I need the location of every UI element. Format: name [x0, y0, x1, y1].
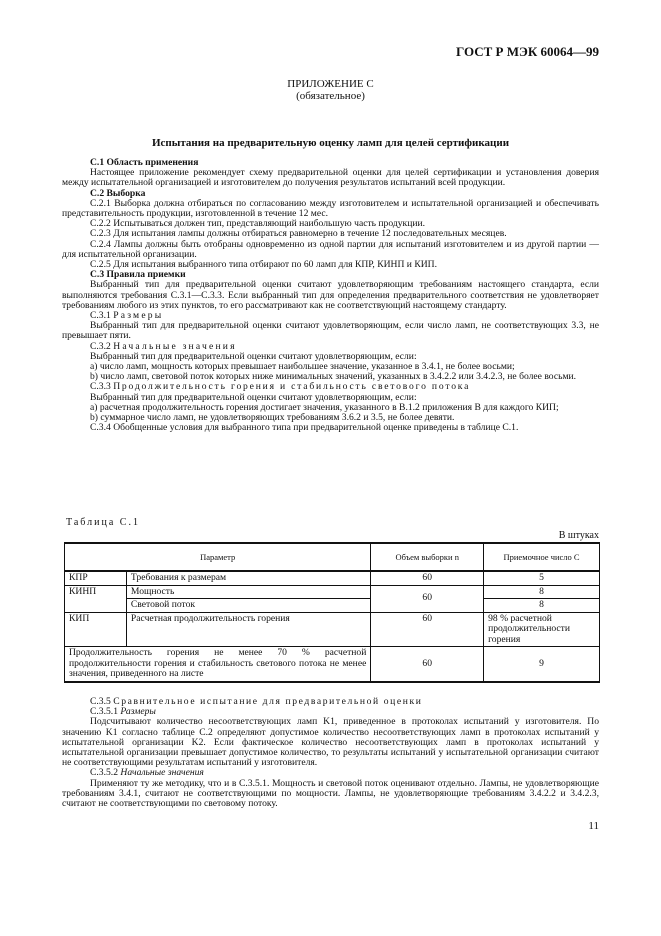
annex-heading [0, 78, 661, 102]
section-c35 [62, 697, 599, 809]
cell-sample: 60 [371, 585, 484, 612]
cell-accept: 98 % расчетной продолжительности горения [484, 612, 600, 647]
col-header-sample: Объем выборки n [371, 543, 484, 571]
c31-text: Выбранный тип для предварительной оценки считают удовлетворяющим, если число ламп, не соответствующих 3.3, не превышает пяти. [62, 320, 599, 342]
table-row [65, 571, 600, 585]
cell-param: Требования к размерам [126, 571, 370, 585]
cell-code: КИП [65, 612, 127, 647]
c31-number: С.3.1 [90, 310, 111, 322]
table-caption: Таблица С.1 [66, 517, 140, 528]
c2-item: С.2.4 Лампы должны быть отобраны одновременно из одной партии для испытаний изготовителем и из другой партии — для испытательной организации. [62, 238, 599, 260]
c351-text: Подсчитывают количество несоответствующих ламп K1, приведенное в протоколах испытаний у изготовителя. По значению K1 согласно таблице С.2 определяют допустимое количество несоответствующих ламп в протоколах испытаний у испытательной организации K2. Если фактическое количество несоответствующих ламп в протоколах испытаний у испытательной организации превышает допустимое количество, то результаты испытаний у испытательной организации считают не соответствующими результатам испытаний у изготовителя. [62, 716, 599, 769]
cell-accept: 8 [484, 585, 600, 599]
cell-code: КИНП [65, 585, 127, 612]
page-number: 11 [588, 820, 599, 832]
c32-item-a: а) число ламп, мощность которых превышает наибольшее значение, указанное в 3.4.1, не более восьми; [90, 361, 515, 373]
cell-param: Расчетная продолжительность горения [126, 612, 370, 647]
sections-c1-c3 [62, 158, 599, 433]
c32-title: Начальные значения [113, 340, 237, 352]
cell-accept: 8 [484, 599, 600, 613]
annex-status: (обязательное) [296, 90, 365, 102]
data-table [64, 542, 600, 683]
table-row [65, 612, 600, 647]
cell-param: Продолжительность горения не менее 70 % расчетной продолжительности горения и стабильность светового потока не менее значения, приведенного на листе [65, 647, 371, 682]
c351-number: С.3.5.1 [90, 706, 118, 718]
c2-item: С.2.2 Испытываться должен тип, представляющий наибольшую часть продукции. [90, 218, 426, 230]
c33-item-a: а) расчетная продолжительность горения достигает значения, указанного в В.1.2 приложения В для каждого КИП; [90, 401, 559, 413]
c35-title: Сравнительное испытание для предварительной оценки [113, 696, 423, 707]
c33-intro: Выбранный тип для предварительной оценки считают удовлетворяющим, если: [90, 391, 417, 403]
c2-item: С.2.3 Для испытания лампы должны отбираться равномерно в течение 12 последовательных месяцев. [90, 228, 507, 240]
c35-number: С.3.5 [90, 696, 111, 707]
document-header: ГОСТ Р МЭК 60064—99 [456, 44, 599, 59]
c1-heading: С.1 Область применения [90, 157, 199, 168]
cell-sample: 60 [371, 571, 484, 585]
c351-title: Размеры [120, 706, 156, 718]
c352-title: Начальные значения [120, 767, 204, 779]
table-unit: В штуках [558, 530, 599, 541]
c2-heading: С.2 Выборка [90, 187, 146, 199]
table-row [65, 599, 600, 613]
cell-sample: 60 [371, 647, 484, 682]
main-title: Испытания на предварительную оценку ламп для целей сертификации [151, 137, 510, 149]
cell-param: Световой поток [126, 599, 370, 613]
c33-item-b: b) суммарное число ламп, не удовлетворяющих требованиям 3.6.2 и 3.5, не более девяти. [90, 412, 455, 424]
c2-item: С.2.1 Выборка должна отбираться по согласованию между изготовителем и испытательной организацией и обеспечивать представительность продукции, изготовленной в течение 12 мес. [62, 197, 599, 220]
cell-accept: 5 [484, 571, 600, 585]
col-header-accept: Приемочное число C [484, 543, 600, 571]
c32-number: С.3.2 [90, 340, 111, 352]
c34-text: С.3.4 Обобщенные условия для выбранного типа при предварительной оценке приведены в таблице С.1. [90, 422, 519, 434]
cell-sample: 60 [371, 612, 484, 647]
c1-text: Настоящее приложение рекомендует схему предварительной оценки для целей сертификации и установления доверия между испытательной организацией и изготовителем до получения результатов испытаний всей продукции. [62, 167, 599, 189]
c33-title: Продолжительность горения и стабильность светового потока [113, 381, 471, 393]
c3-intro: Выбранный тип для предварительной оценки считают удовлетворяющим требованиям настоящего стандарта, если выполняются требования С.3.1—С.3.3. Если выбранный тип для определения предварительного соответствия не удовлетворяет требованиям любого из этих пунктов, то его рассматривают как не соответствующий настоящему стандарту. [62, 279, 599, 311]
c352-text: Применяют ту же методику, что и в С.3.5.1. Мощность и световой поток оценивают отдельно. Лампы, не удовлетворяющие требованиям 3.4.1, считают не соответствующими по мощности. Лампы, не удовлетворяющие требованиям 3.4.2.2 и 3.4.2.3, считают не соответствующими по световому потоку. [62, 777, 599, 810]
c2-item: С.2.5 Для испытания выбранного типа отбирают по 60 ламп для КПР, КИНП и КИП. [90, 259, 437, 271]
c352-number: С.3.5.2 [90, 767, 118, 779]
cell-code: КПР [65, 571, 127, 585]
c32-item-b: b) число ламп, световой поток которых ниже минимальных значений, указанных в 3.4.2.2 или 3.4.2.3, не более восьми. [90, 371, 577, 383]
table-row [65, 585, 600, 599]
table-header-row [65, 543, 600, 571]
c3-heading: С.3 Правила приемки [90, 269, 186, 281]
annex-title: ПРИЛОЖЕНИЕ С [287, 78, 374, 90]
cell-param: Мощность [126, 585, 370, 599]
cell-accept: 9 [484, 647, 600, 682]
col-header-param: Параметр [65, 543, 371, 571]
c33-number: С.3.3 [90, 381, 111, 393]
table-row [65, 647, 600, 682]
c32-intro: Выбранный тип для предварительной оценки считают удовлетворяющим, если: [90, 350, 417, 362]
c31-title: Размеры [113, 310, 164, 322]
